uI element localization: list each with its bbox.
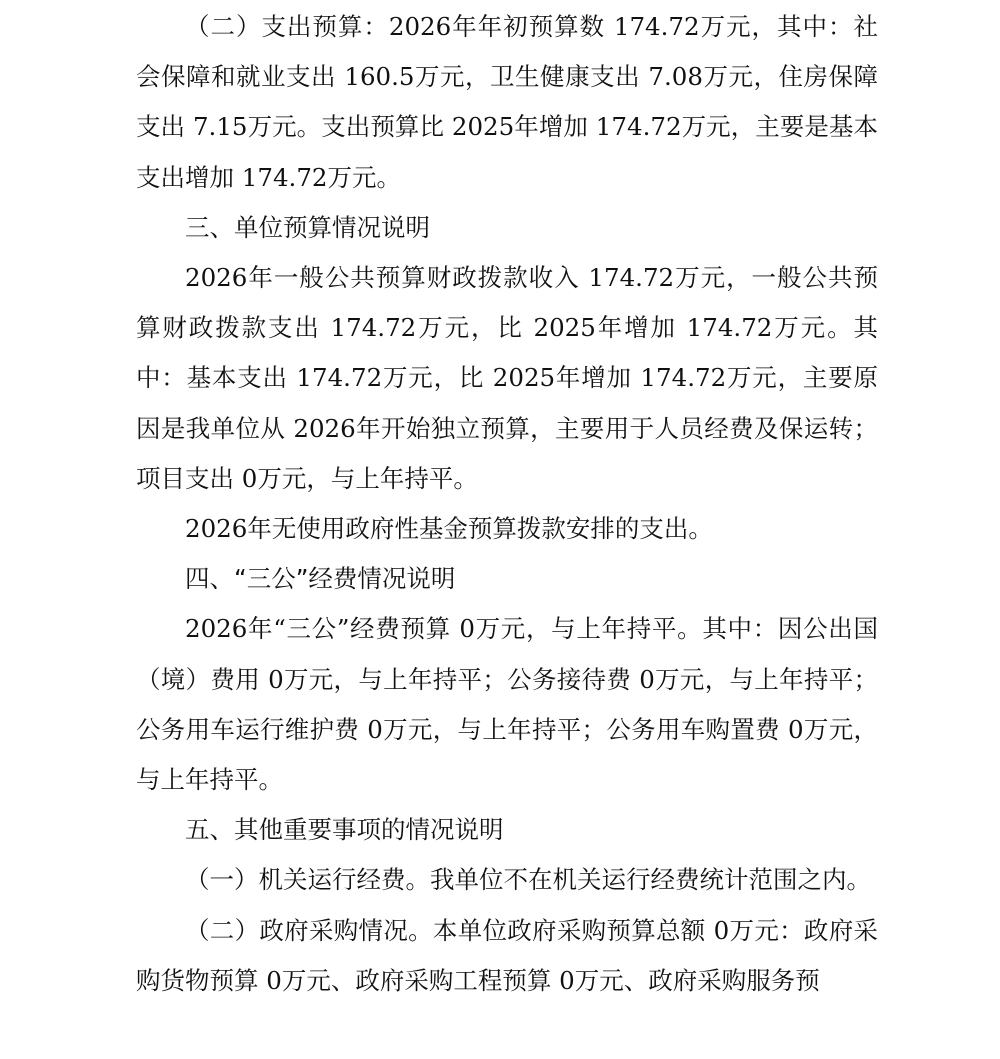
document-page [136, 0, 878, 1006]
three-public-expenses-paragraph: 2026年“三公”经费预算 0万元，与上年持平。其中：因公出国（境）费用 0万元，与上年持平；公务接待费 0万元，与上年持平；公务用车运行维护费 0万元，与上年持平；公务用车购置费 0万元，与上年持平。 [136, 614, 878, 795]
three-public-expenses-heading: 四、“三公”经费情况说明 [185, 564, 456, 594]
procurement-paragraph: （二）政府采购情况。本单位政府采购预算总额 0万元：政府采购货物预算 0万元、政府采购工程预算 0万元、政府采购服务预 [136, 915, 878, 995]
expenditure-budget-paragraph: （二）支出预算：2026年年初预算数 174.72万元，其中：社会保障和就业支出 160.5万元，卫生健康支出 7.08万元，住房保障支出 7.15万元。支出预算比 2025年增加 174.72万元，主要是基本支出增加 174.72万元。 [136, 12, 878, 192]
government-fund-paragraph: 2026年无使用政府性基金预算拨款安排的支出。 [185, 514, 713, 544]
operating-expenses-paragraph: （一）机关运行经费。我单位不在机关运行经费统计范围之内。 [185, 865, 871, 895]
unit-budget-heading: 三、单位预算情况说明 [185, 212, 430, 242]
general-budget-paragraph: 2026年一般公共预算财政拨款收入 174.72万元，一般公共预算财政拨款支出 174.72万元，比 2025年增加 174.72万元。其中：基本支出 174.72万元，比 2025年增加 174.72万元，主要原因是我单位从 2026年开始独立预算，主要用于人员经费及保运转；项目支出 0万元，与上年持平。 [136, 263, 878, 493]
other-matters-heading: 五、其他重要事项的情况说明 [185, 815, 504, 845]
